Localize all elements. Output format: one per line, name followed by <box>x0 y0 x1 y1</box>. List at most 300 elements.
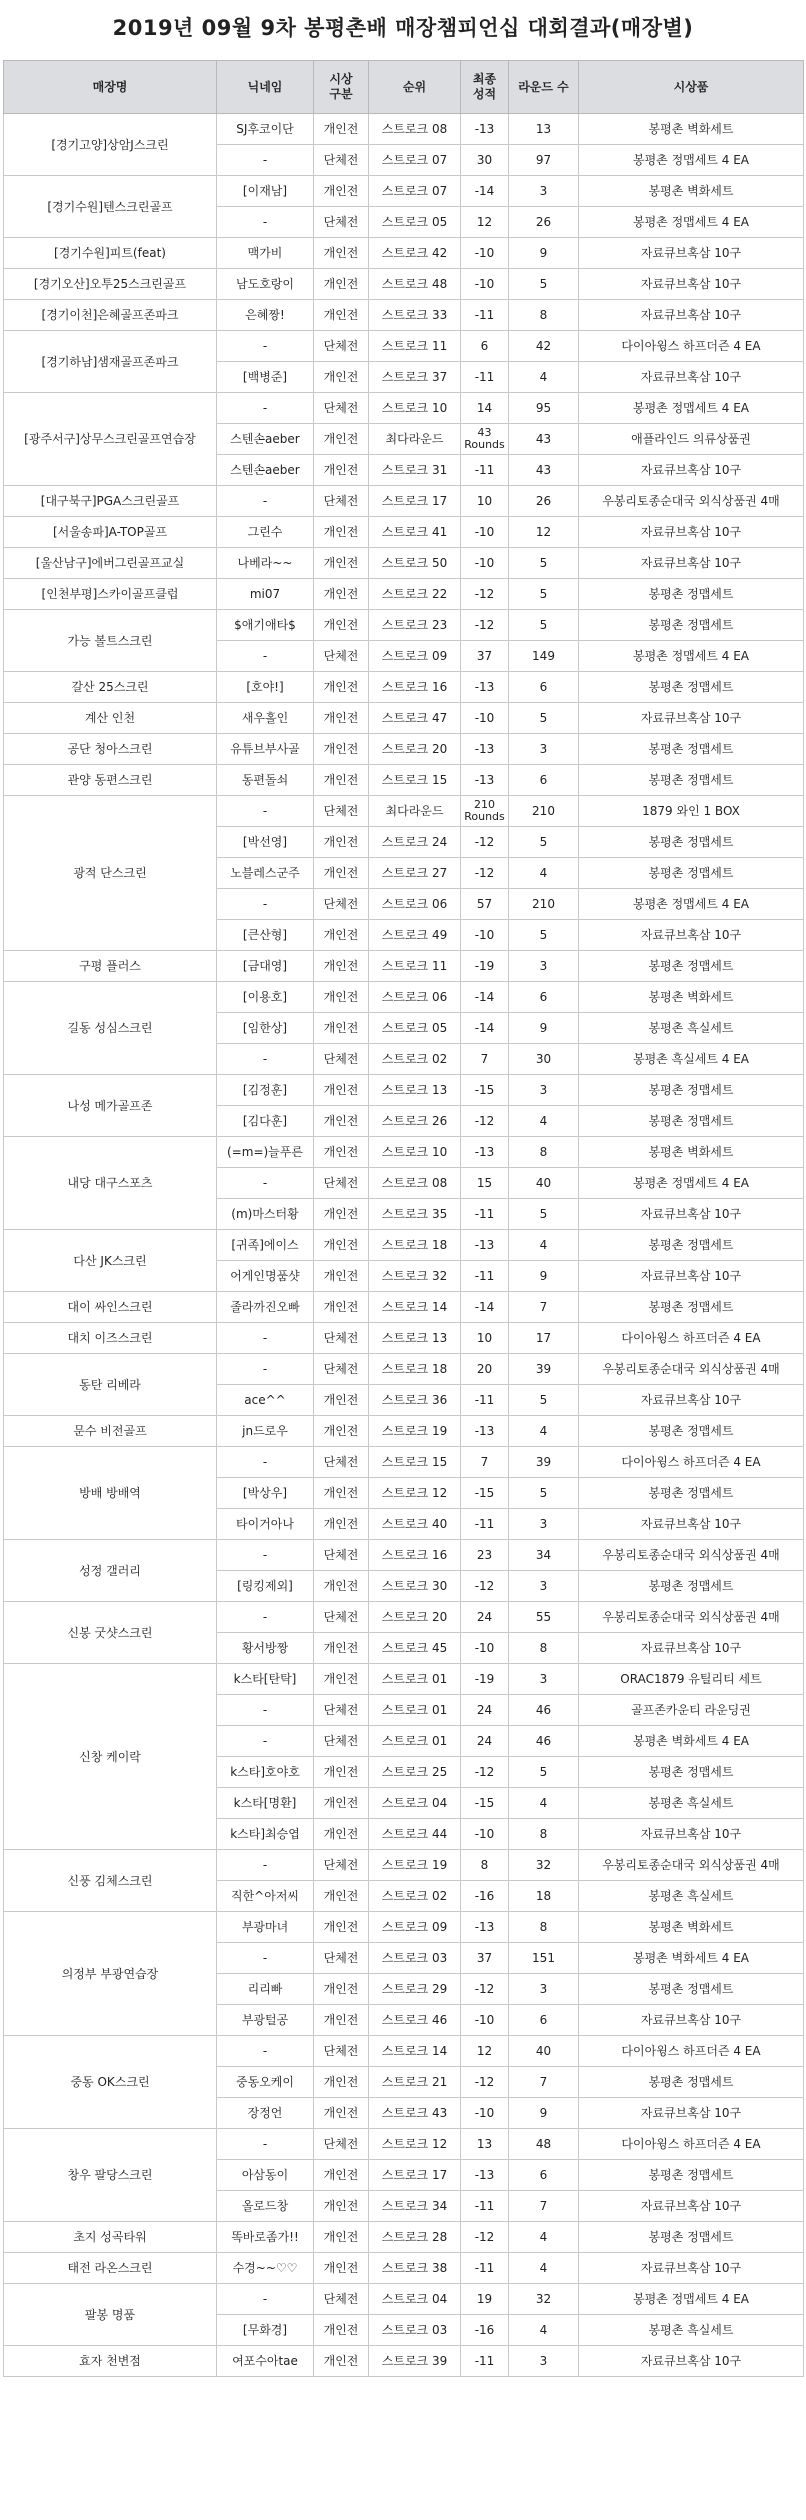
division-cell: 단체전 <box>314 1943 369 1974</box>
rounds-cell: 9 <box>509 1013 579 1044</box>
division-cell: 개인전 <box>314 982 369 1013</box>
prize-cell: 봉평촌 정맵세트 <box>579 1478 804 1509</box>
division-cell: 개인전 <box>314 920 369 951</box>
score-cell: -15 <box>461 1075 509 1106</box>
score-cell: -11 <box>461 362 509 393</box>
rank-cell: 스트로크 11 <box>369 951 461 982</box>
division-cell: 개인전 <box>314 951 369 982</box>
rounds-cell: 8 <box>509 1819 579 1850</box>
table-row <box>4 300 804 331</box>
score-cell: 6 <box>461 331 509 362</box>
rounds-cell: 46 <box>509 1695 579 1726</box>
nickname-cell: - <box>217 393 314 424</box>
nickname-cell: - <box>217 1323 314 1354</box>
score-cell: -11 <box>461 300 509 331</box>
rank-cell: 스트로크 36 <box>369 1385 461 1416</box>
rank-cell: 스트로크 07 <box>369 145 461 176</box>
score-cell: -12 <box>461 1974 509 2005</box>
nickname-cell: - <box>217 1447 314 1478</box>
rounds-cell: 13 <box>509 114 579 145</box>
rounds-cell: 3 <box>509 734 579 765</box>
store-name-cell: [경기하남]샘재골프존파크 <box>4 331 217 393</box>
score-cell: -12 <box>461 1106 509 1137</box>
rounds-cell: 8 <box>509 1137 579 1168</box>
rounds-cell: 6 <box>509 2160 579 2191</box>
division-cell: 단체전 <box>314 1726 369 1757</box>
division-cell: 단체전 <box>314 1695 369 1726</box>
nickname-cell: 여포수아tae <box>217 2346 314 2377</box>
prize-cell: 우봉리토종순대국 외식상품권 4매 <box>579 1354 804 1385</box>
division-cell: 개인전 <box>314 1292 369 1323</box>
score-cell: -10 <box>461 238 509 269</box>
nickname-cell: ace^^ <box>217 1385 314 1416</box>
prize-cell: 봉평촌 정맵세트 <box>579 610 804 641</box>
table-row <box>4 114 804 145</box>
rank-cell: 스트로크 22 <box>369 579 461 610</box>
prize-cell: 봉평촌 정맵세트 4 EA <box>579 207 804 238</box>
score-cell: -19 <box>461 951 509 982</box>
score-cell: -12 <box>461 2067 509 2098</box>
nickname-cell: SJ후코이단 <box>217 114 314 145</box>
table-row <box>4 517 804 548</box>
nickname-cell: 중동오케이 <box>217 2067 314 2098</box>
score-cell: -12 <box>461 2222 509 2253</box>
division-cell: 개인전 <box>314 1509 369 1540</box>
score-cell: -12 <box>461 1757 509 1788</box>
rank-cell: 스트로크 30 <box>369 1571 461 1602</box>
nickname-cell: - <box>217 1168 314 1199</box>
prize-cell: 봉평촌 정맵세트 <box>579 579 804 610</box>
prize-cell: 봉평촌 정맵세트 <box>579 1292 804 1323</box>
nickname-cell: (=m=)늘푸른 <box>217 1137 314 1168</box>
prize-cell: 자료큐브혹삼 10구 <box>579 1385 804 1416</box>
rank-cell: 스트로크 15 <box>369 1447 461 1478</box>
rounds-cell: 34 <box>509 1540 579 1571</box>
table-row <box>4 1664 804 1695</box>
rank-cell: 스트로크 31 <box>369 455 461 486</box>
nickname-cell: mi07 <box>217 579 314 610</box>
division-cell: 개인전 <box>314 1385 369 1416</box>
nickname-cell: [이재남] <box>217 176 314 207</box>
rounds-cell: 5 <box>509 827 579 858</box>
nickname-cell: 동편돌쇠 <box>217 765 314 796</box>
prize-cell: 봉평촌 벽화세트 <box>579 1137 804 1168</box>
division-cell: 단체전 <box>314 1044 369 1075</box>
score-cell: -10 <box>461 2098 509 2129</box>
rank-cell: 스트로크 03 <box>369 2315 461 2346</box>
nickname-cell: - <box>217 1044 314 1075</box>
rounds-cell: 3 <box>509 951 579 982</box>
rounds-cell: 4 <box>509 362 579 393</box>
division-cell: 개인전 <box>314 1137 369 1168</box>
score-cell: -10 <box>461 1633 509 1664</box>
table-row <box>4 2253 804 2284</box>
score-cell: 210 Rounds <box>461 796 509 827</box>
rounds-cell: 17 <box>509 1323 579 1354</box>
rounds-cell: 5 <box>509 703 579 734</box>
store-name-cell: [경기수원]텐스크린골프 <box>4 176 217 238</box>
prize-cell: 우봉리토종순대국 외식상품권 4매 <box>579 1850 804 1881</box>
table-row <box>4 486 804 517</box>
score-cell: -11 <box>461 1509 509 1540</box>
rounds-cell: 3 <box>509 176 579 207</box>
store-name-cell: 팔봉 명품 <box>4 2284 217 2346</box>
rank-cell: 스트로크 17 <box>369 2160 461 2191</box>
division-cell: 단체전 <box>314 1447 369 1478</box>
store-name-cell: 중동 OK스크린 <box>4 2036 217 2129</box>
nickname-cell: 어게인명품샷 <box>217 1261 314 1292</box>
rounds-cell: 5 <box>509 1199 579 1230</box>
store-name-cell: 계산 인천 <box>4 703 217 734</box>
rank-cell: 스트로크 05 <box>369 1013 461 1044</box>
rank-cell: 스트로크 19 <box>369 1850 461 1881</box>
division-cell: 단체전 <box>314 1540 369 1571</box>
rounds-cell: 32 <box>509 2284 579 2315</box>
score-cell: 23 <box>461 1540 509 1571</box>
nickname-cell: - <box>217 1850 314 1881</box>
nickname-cell: 맥가비 <box>217 238 314 269</box>
rank-cell: 스트로크 25 <box>369 1757 461 1788</box>
nickname-cell: 스텐손aeber <box>217 424 314 455</box>
score-cell: 12 <box>461 207 509 238</box>
nickname-cell: - <box>217 641 314 672</box>
rounds-cell: 151 <box>509 1943 579 1974</box>
nickname-cell: 부광마녀 <box>217 1912 314 1943</box>
rank-cell: 스트로크 45 <box>369 1633 461 1664</box>
prize-cell: 다이아윙스 하프더즌 4 EA <box>579 331 804 362</box>
rank-cell: 스트로크 37 <box>369 362 461 393</box>
table-row <box>4 1912 804 1943</box>
score-cell: -11 <box>461 1385 509 1416</box>
prize-cell: 자료큐브혹삼 10구 <box>579 2346 804 2377</box>
prize-cell: 자료큐브혹삼 10구 <box>579 703 804 734</box>
nickname-cell: k스타]호야호 <box>217 1757 314 1788</box>
rounds-cell: 32 <box>509 1850 579 1881</box>
rounds-cell: 55 <box>509 1602 579 1633</box>
rank-cell: 스트로크 03 <box>369 1943 461 1974</box>
table-row <box>4 238 804 269</box>
nickname-cell: 노블레스군주 <box>217 858 314 889</box>
score-cell: 7 <box>461 1447 509 1478</box>
rank-cell: 스트로크 05 <box>369 207 461 238</box>
rank-cell: 스트로크 18 <box>369 1230 461 1261</box>
prize-cell: 봉평촌 정맵세트 <box>579 1974 804 2005</box>
rank-cell: 스트로크 12 <box>369 1478 461 1509</box>
rounds-cell: 40 <box>509 1168 579 1199</box>
rank-cell: 스트로크 41 <box>369 517 461 548</box>
division-cell: 단체전 <box>314 1323 369 1354</box>
nickname-cell: 직한^아저씨 <box>217 1881 314 1912</box>
score-cell: -12 <box>461 579 509 610</box>
nickname-cell: - <box>217 486 314 517</box>
score-cell: -11 <box>461 455 509 486</box>
prize-cell: 자료큐브혹삼 10구 <box>579 1633 804 1664</box>
rounds-cell: 46 <box>509 1726 579 1757</box>
division-cell: 단체전 <box>314 2284 369 2315</box>
results-table <box>3 60 804 2377</box>
store-name-cell: 내당 대구스포츠 <box>4 1137 217 1230</box>
rank-cell: 스트로크 43 <box>369 2098 461 2129</box>
division-cell: 단체전 <box>314 796 369 827</box>
prize-cell: 자료큐브혹삼 10구 <box>579 238 804 269</box>
division-cell: 개인전 <box>314 1013 369 1044</box>
prize-cell: 봉평촌 정맵세트 4 EA <box>579 393 804 424</box>
nickname-cell: [무화경] <box>217 2315 314 2346</box>
division-cell: 개인전 <box>314 548 369 579</box>
nickname-cell: - <box>217 207 314 238</box>
score-cell: -11 <box>461 2191 509 2222</box>
store-name-cell: 공단 청아스크린 <box>4 734 217 765</box>
nickname-cell: $애기애타$ <box>217 610 314 641</box>
prize-cell: 자료큐브혹삼 10구 <box>579 300 804 331</box>
division-cell: 단체전 <box>314 393 369 424</box>
rank-cell: 스트로크 07 <box>369 176 461 207</box>
score-cell: -16 <box>461 1881 509 1912</box>
rounds-cell: 4 <box>509 2315 579 2346</box>
prize-cell: 다이아윙스 하프더즌 4 EA <box>579 1323 804 1354</box>
nickname-cell: - <box>217 145 314 176</box>
prize-cell: 자료큐브혹삼 10구 <box>579 1261 804 1292</box>
store-name-cell: [경기고양]상암J스크린 <box>4 114 217 176</box>
score-cell: -13 <box>461 765 509 796</box>
score-cell: -13 <box>461 1137 509 1168</box>
rounds-cell: 43 <box>509 424 579 455</box>
table-row <box>4 176 804 207</box>
table-row <box>4 1075 804 1106</box>
division-cell: 개인전 <box>314 1230 369 1261</box>
division-cell: 개인전 <box>314 2005 369 2036</box>
rank-cell: 스트로크 19 <box>369 1416 461 1447</box>
rank-cell: 스트로크 50 <box>369 548 461 579</box>
rank-cell: 스트로크 01 <box>369 1664 461 1695</box>
nickname-cell: - <box>217 796 314 827</box>
prize-cell: 봉평촌 흑실세트 4 EA <box>579 1044 804 1075</box>
store-name-cell: 신봉 굿샷스크린 <box>4 1602 217 1664</box>
table-row <box>4 1540 804 1571</box>
rank-cell: 스트로크 18 <box>369 1354 461 1385</box>
rounds-cell: 40 <box>509 2036 579 2067</box>
rounds-cell: 149 <box>509 641 579 672</box>
rank-cell: 스트로크 20 <box>369 734 461 765</box>
header-division: 시상 구분 <box>314 61 369 114</box>
prize-cell: 우봉리토종순대국 외식상품권 4매 <box>579 486 804 517</box>
nickname-cell: 리리빠 <box>217 1974 314 2005</box>
table-row <box>4 1447 804 1478</box>
score-cell: -12 <box>461 1571 509 1602</box>
store-name-cell: 구평 플러스 <box>4 951 217 982</box>
division-cell: 개인전 <box>314 2067 369 2098</box>
table-row <box>4 2346 804 2377</box>
rank-cell: 스트로크 38 <box>369 2253 461 2284</box>
nickname-cell: - <box>217 1354 314 1385</box>
nickname-cell: 나베라~~ <box>217 548 314 579</box>
prize-cell: 자료큐브혹삼 10구 <box>579 2191 804 2222</box>
score-cell: -13 <box>461 114 509 145</box>
rank-cell: 스트로크 15 <box>369 765 461 796</box>
division-cell: 개인전 <box>314 2191 369 2222</box>
score-cell: -16 <box>461 2315 509 2346</box>
score-cell: -14 <box>461 176 509 207</box>
division-cell: 개인전 <box>314 858 369 889</box>
score-cell: -11 <box>461 2253 509 2284</box>
store-name-cell: [울산남구]에버그린골프교실 <box>4 548 217 579</box>
table-row <box>4 2129 804 2160</box>
rounds-cell: 7 <box>509 2067 579 2098</box>
store-name-cell: 신풍 김체스크린 <box>4 1850 217 1912</box>
nickname-cell: [임한상] <box>217 1013 314 1044</box>
division-cell: 개인전 <box>314 1881 369 1912</box>
prize-cell: 봉평촌 벽화세트 <box>579 114 804 145</box>
prize-cell: 자료큐브혹삼 10구 <box>579 548 804 579</box>
nickname-cell: - <box>217 1602 314 1633</box>
prize-cell: 봉평촌 정맵세트 <box>579 951 804 982</box>
prize-cell: 봉평촌 벽화세트 <box>579 1912 804 1943</box>
rank-cell: 스트로크 16 <box>369 1540 461 1571</box>
score-cell: -10 <box>461 920 509 951</box>
prize-cell: 봉평촌 정맵세트 <box>579 1571 804 1602</box>
score-cell: -10 <box>461 703 509 734</box>
nickname-cell: k스타[탄탁] <box>217 1664 314 1695</box>
score-cell: 24 <box>461 1726 509 1757</box>
nickname-cell: [김정훈] <box>217 1075 314 1106</box>
rank-cell: 스트로크 48 <box>369 269 461 300</box>
prize-cell: 봉평촌 정맵세트 4 EA <box>579 1168 804 1199</box>
table-row <box>4 1416 804 1447</box>
rounds-cell: 5 <box>509 548 579 579</box>
division-cell: 개인전 <box>314 2098 369 2129</box>
store-name-cell: 광적 단스크린 <box>4 796 217 951</box>
nickname-cell: k스타[명환] <box>217 1788 314 1819</box>
rank-cell: 스트로크 17 <box>369 486 461 517</box>
nickname-cell: - <box>217 1540 314 1571</box>
nickname-cell: [김다훈] <box>217 1106 314 1137</box>
nickname-cell: 은혜짱! <box>217 300 314 331</box>
store-name-cell: [경기오산]오투25스크린골프 <box>4 269 217 300</box>
rounds-cell: 39 <box>509 1447 579 1478</box>
rank-cell: 스트로크 06 <box>369 982 461 1013</box>
store-name-cell: [경기수원]피트(feat) <box>4 238 217 269</box>
rank-cell: 최다라운드 <box>369 796 461 827</box>
rounds-cell: 6 <box>509 672 579 703</box>
score-cell: -13 <box>461 672 509 703</box>
store-name-cell: 대치 이즈스크린 <box>4 1323 217 1354</box>
table-row <box>4 734 804 765</box>
prize-cell: 봉평촌 벽화세트 <box>579 176 804 207</box>
score-cell: -14 <box>461 982 509 1013</box>
rounds-cell: 3 <box>509 1974 579 2005</box>
rank-cell: 스트로크 44 <box>369 1819 461 1850</box>
division-cell: 개인전 <box>314 610 369 641</box>
nickname-cell: - <box>217 1726 314 1757</box>
rounds-cell: 30 <box>509 1044 579 1075</box>
rounds-cell: 26 <box>509 207 579 238</box>
table-row <box>4 796 804 827</box>
store-name-cell: 초지 성곡타워 <box>4 2222 217 2253</box>
nickname-cell: [박선영] <box>217 827 314 858</box>
header-prize: 시상품 <box>579 61 804 114</box>
rank-cell: 스트로크 04 <box>369 1788 461 1819</box>
division-cell: 개인전 <box>314 1819 369 1850</box>
rounds-cell: 9 <box>509 2098 579 2129</box>
prize-cell: 1879 와인 1 BOX <box>579 796 804 827</box>
nickname-cell: 황서방짱 <box>217 1633 314 1664</box>
rank-cell: 스트로크 33 <box>369 300 461 331</box>
score-cell: -14 <box>461 1013 509 1044</box>
division-cell: 단체전 <box>314 2129 369 2160</box>
division-cell: 개인전 <box>314 579 369 610</box>
rank-cell: 스트로크 14 <box>369 1292 461 1323</box>
nickname-cell: [이용호] <box>217 982 314 1013</box>
division-cell: 개인전 <box>314 269 369 300</box>
prize-cell: 자료큐브혹삼 10구 <box>579 517 804 548</box>
store-name-cell: [인천부평]스카이골프클럽 <box>4 579 217 610</box>
rank-cell: 스트로크 28 <box>369 2222 461 2253</box>
nickname-cell: [박상우] <box>217 1478 314 1509</box>
rank-cell: 스트로크 21 <box>369 2067 461 2098</box>
rounds-cell: 43 <box>509 455 579 486</box>
header-row <box>4 61 804 114</box>
nickname-cell: 똑바로좀가!! <box>217 2222 314 2253</box>
store-name-cell: 동탄 리베라 <box>4 1354 217 1416</box>
rounds-cell: 4 <box>509 2222 579 2253</box>
score-cell: 10 <box>461 1323 509 1354</box>
rounds-cell: 12 <box>509 517 579 548</box>
nickname-cell: 수경~~♡♡ <box>217 2253 314 2284</box>
nickname-cell: 아삼동이 <box>217 2160 314 2191</box>
division-cell: 개인전 <box>314 1757 369 1788</box>
prize-cell: 자료큐브혹삼 10구 <box>579 920 804 951</box>
table-row <box>4 951 804 982</box>
division-cell: 개인전 <box>314 1261 369 1292</box>
results-body <box>4 114 804 2377</box>
division-cell: 단체전 <box>314 1850 369 1881</box>
prize-cell: 우봉리토종순대국 외식상품권 4매 <box>579 1540 804 1571</box>
prize-cell: 봉평촌 정맵세트 <box>579 858 804 889</box>
score-cell: -12 <box>461 610 509 641</box>
score-cell: -15 <box>461 1478 509 1509</box>
division-cell: 개인전 <box>314 703 369 734</box>
rank-cell: 스트로크 02 <box>369 1044 461 1075</box>
store-name-cell: 성정 갤러리 <box>4 1540 217 1602</box>
store-name-cell: 창우 팔당스크린 <box>4 2129 217 2222</box>
store-name-cell: 효자 천변점 <box>4 2346 217 2377</box>
division-cell: 단체전 <box>314 1602 369 1633</box>
rounds-cell: 3 <box>509 1075 579 1106</box>
nickname-cell: (m)마스터황 <box>217 1199 314 1230</box>
rounds-cell: 5 <box>509 1385 579 1416</box>
table-row <box>4 1850 804 1881</box>
score-cell: -10 <box>461 517 509 548</box>
rank-cell: 스트로크 08 <box>369 114 461 145</box>
rounds-cell: 39 <box>509 1354 579 1385</box>
rank-cell: 스트로크 27 <box>369 858 461 889</box>
rank-cell: 스트로크 13 <box>369 1075 461 1106</box>
store-name-cell: [경기이천]은혜골프존파크 <box>4 300 217 331</box>
rounds-cell: 42 <box>509 331 579 362</box>
prize-cell: 자료큐브혹삼 10구 <box>579 269 804 300</box>
rank-cell: 스트로크 46 <box>369 2005 461 2036</box>
nickname-cell: - <box>217 1695 314 1726</box>
rank-cell: 스트로크 01 <box>369 1726 461 1757</box>
score-cell: 7 <box>461 1044 509 1075</box>
rank-cell: 스트로크 49 <box>369 920 461 951</box>
prize-cell: 다이아윙스 하프더즌 4 EA <box>579 2129 804 2160</box>
rounds-cell: 26 <box>509 486 579 517</box>
prize-cell: 자료큐브혹삼 10구 <box>579 1819 804 1850</box>
score-cell: 30 <box>461 145 509 176</box>
store-name-cell: 신창 케이락 <box>4 1664 217 1850</box>
prize-cell: 봉평촌 흑실세트 <box>579 1788 804 1819</box>
